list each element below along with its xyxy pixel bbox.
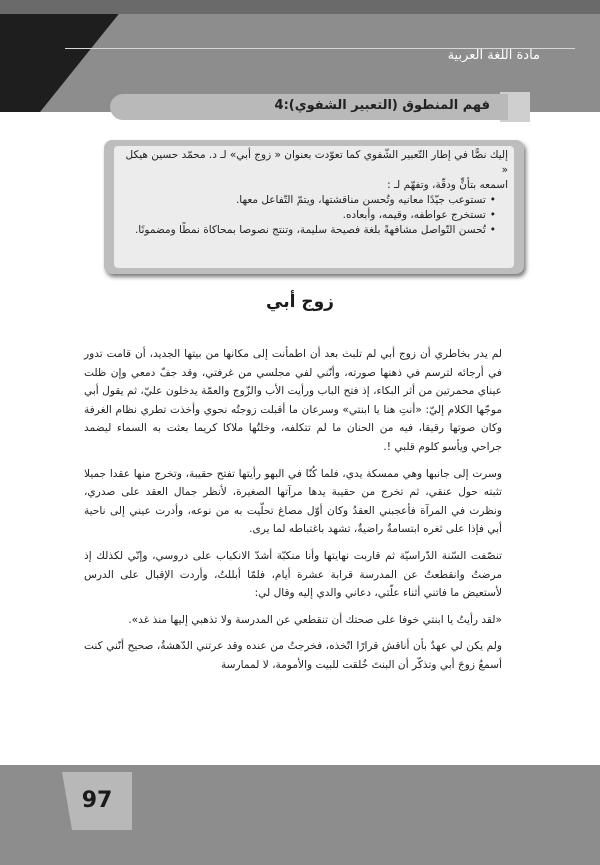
story-paragraph: ولم يكن لي عهدٌ بأن أناقش قرارًا اتّخذه، فخرجتُ من عنده وقد عرتني الدّهشةُ، صحيح أنّني كنت أسمعُ زوجَ أبي وتذكّر أن البنتَ خُلقت للبيت والأمومة، لا لممارسة xyxy=(84,640,502,671)
intro-bullet: • تستخرج عواطفه، وقيمه، وأبعاده. xyxy=(120,208,496,223)
intro-bullet: • تستوعب جيّدًا معانيه وتُحسن مناقشتها، ويتمّ التّفاعل معها. xyxy=(120,193,496,208)
story-paragraph: تنصّفت السّنة الدّراسيّة ثم قاربت نهايتها وأنا منكبّة أشدّ الانكباب على دروسي، وإنّي لكذلك إذ مرضتُ وانقطعتُ عن المدرسة قرابة عشرة أيام، فلمّا أبللتُ، وأردت الإقبال على الدرس لأستعيض ما فاتني أثناء علّتي، دعاني والدي إليه وقال لي: xyxy=(84,549,502,600)
story-paragraph: «لقد رأيتُ يا ابنتي خوفا على صحتك أن تنقطعي عن المدرسة ولا تذهبي إليها منذ غد». xyxy=(128,613,502,626)
intro-line-1: إليك نصًّا في إطار التّعبير الشّفوي كما تعوّدت بعنوان « زوج أبي» لـ د. محمّد حسين هيكل « xyxy=(125,149,508,176)
intro-line-2: اسمعه بتأنٍّ ودقّة، وتفهّم لـ : xyxy=(387,179,508,191)
page-number: 97 xyxy=(81,788,113,813)
header-top-strip xyxy=(0,0,600,14)
intro-bullets xyxy=(120,193,508,238)
story-paragraph: وسرت إلى جانبها وهي ممسكة يدي، فلما كُنّا في البهو رأيتها تفتح حقيبة، وتخرج منها عقدا جميلا تثبته حول عنقي، ثم تخرج من حقيبة يدها مرآتها الصغيرة، لأنظر جمال العقد على صدري، ونظرت في المرآة فأعجبني العقدُ وكان أوّل مصاغ تحلّيت به من نوعه، وأدرت عيني إلى ناحية أبي فإذا على ثغره ابتسامةٌ راضيةٌ، تشهد باغتباطه لما يرى. xyxy=(84,467,502,536)
intro-box xyxy=(104,140,524,274)
story-body xyxy=(84,345,502,683)
header-dark-stripe xyxy=(0,0,130,112)
section-heading xyxy=(110,94,508,120)
intro-content xyxy=(114,146,514,268)
intro-bullet: • تُحسن التّواصل مشافهةً بلغة فصيحة سليمة، وتنتج نصوصا بمحاكاة نمطًا ومضمونًا. xyxy=(120,223,496,238)
section-title: فهم المنطوق (التعبير الشفوي):4 xyxy=(274,98,490,113)
story-paragraph: لم يدر بخاطري أن زوج أبي لم تلبث بعد أن اطمأنت إلى مكانها من بيتها الجديد، أن قامت تدور في أرجائه لترسم في ذهنها صورته، وأنّني لفي مجلسي من غرفتي، وقد جفّ دمعي وإن ظلت عيناي محمرتين من أثر البكاء، إذ فتح الباب ورأيت الأب والزّوج والعمّة يدخلون عليّ، ثم يقول أبي موجّها الكلام إليّ: «أنتِ هنا يا ابنتي» وسرعان ما أقبلت زوجتُه نحوي وأخذت تطري نظام الغرفة وكان صوتها رقيقا، فيه من الحنان ما لم تتكلفه، وخلتُها ملاكا كريما بعثت به السماء ليضمد جراحي ويأسو كلوم قلبي !. xyxy=(84,348,502,453)
subject-label: مادة اللغة العربية xyxy=(447,48,540,63)
story-title: زوج أبي xyxy=(266,292,334,312)
